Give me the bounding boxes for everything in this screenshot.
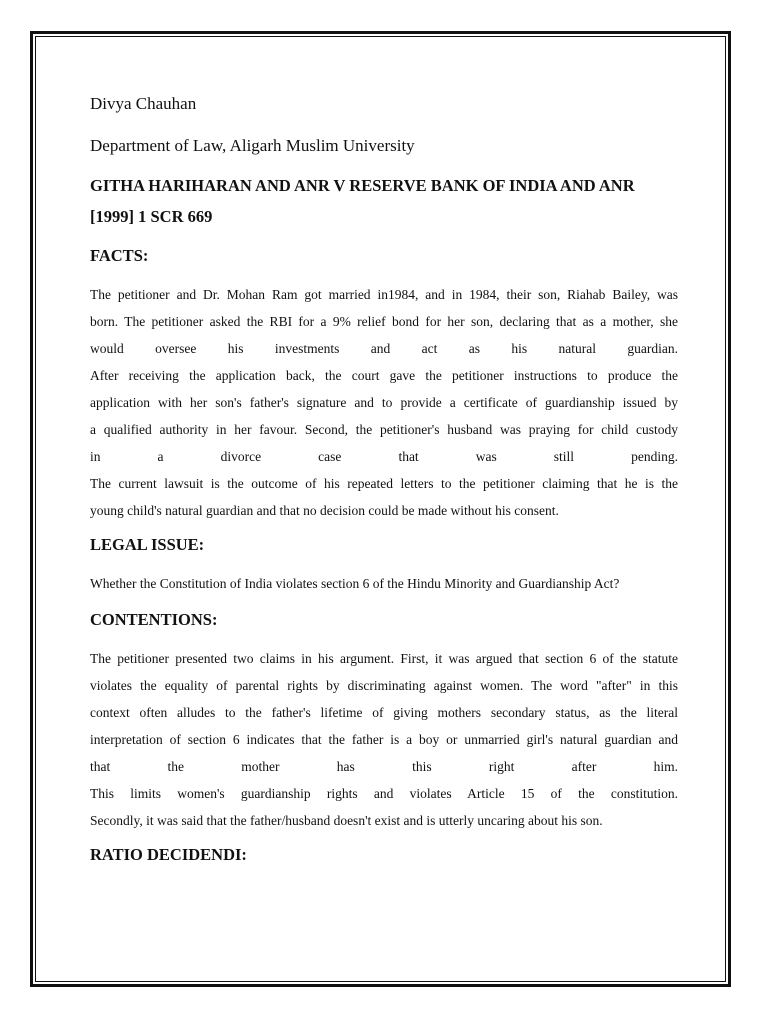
author-name: Divya Chauhan (90, 94, 197, 113)
contentions-line: Secondly, it was said that the father/husband doesn't exist and is utterly uncaring about his son. (90, 813, 603, 828)
facts-line: The current lawsuit is the outcome of his repeated letters to the petitioner claiming that he is the (90, 476, 678, 491)
facts-line: After receiving the application back, the court gave the petitioner instructions to produce the (90, 368, 678, 383)
contentions-heading: CONTENTIONS: (90, 610, 218, 629)
contentions-line: violates the equality of parental rights by discriminating against women. The word "after" in this (90, 678, 678, 693)
legal-issue-heading: LEGAL ISSUE: (90, 535, 205, 554)
document-body (90, 88, 678, 880)
contentions-line: This limits women's guardianship rights and violates Article 15 of the constitution. (90, 786, 678, 801)
contentions-line: interpretation of section 6 indicates that the father is a boy or unmarried girl's natural guardian and (90, 732, 678, 747)
ratio-decidendi-heading: RATIO DECIDENDI: (90, 845, 247, 864)
facts-line: would oversee his investments and act as his natural guardian. (90, 341, 678, 356)
facts-heading: FACTS: (90, 246, 149, 265)
contentions-line: that the mother has this right after him. (90, 759, 678, 774)
facts-line: young child's natural guardian and that no decision could be made without his consent. (90, 503, 559, 518)
contentions-line: The petitioner presented two claims in his argument. First, it was argued that section 6 of the statute (90, 651, 678, 666)
facts-line: in a divorce case that was still pending. (90, 449, 678, 464)
facts-line: a qualified authority in her favour. Second, the petitioner's husband was praying for child custody (90, 422, 678, 437)
contentions-paragraph (90, 645, 678, 834)
facts-line: application with her son's father's signature and to provide a certificate of guardianship issued by (90, 395, 678, 410)
department-name: Department of Law, Aligarh Muslim University (90, 136, 415, 155)
case-title: GITHA HARIHARAN AND ANR V RESERVE BANK OF INDIA AND ANR [1999] 1 SCR 669 (90, 176, 635, 226)
contentions-line: context often alludes to the father's lifetime of giving mothers secondary status, as the literal (90, 705, 678, 720)
legal-issue-text: Whether the Constitution of India violates section 6 of the Hindu Minority and Guardianship Act? (90, 576, 620, 591)
facts-line: born. The petitioner asked the RBI for a 9% relief bond for her son, declaring that as a mother, she (90, 314, 678, 329)
facts-paragraph (90, 281, 678, 524)
facts-line: The petitioner and Dr. Mohan Ram got married in1984, and in 1984, their son, Riahab Bailey, was (90, 287, 678, 302)
